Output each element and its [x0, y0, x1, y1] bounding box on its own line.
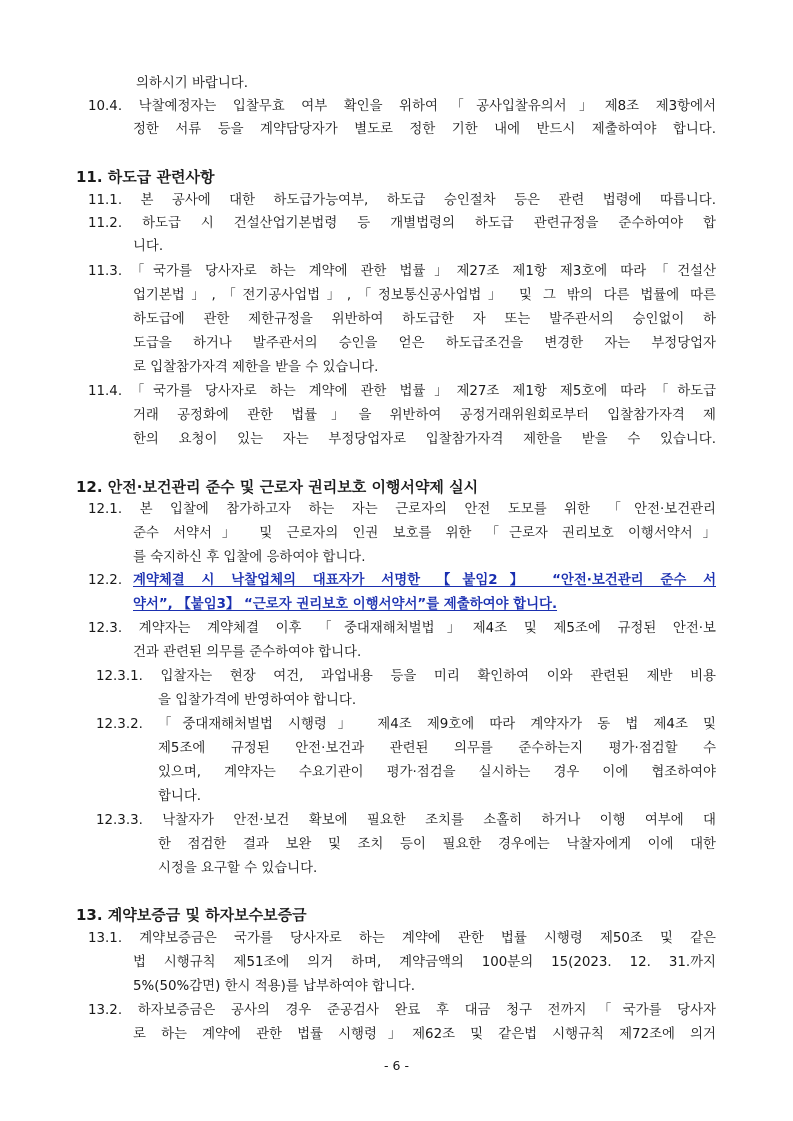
section-heading-13: 13. 계약보증금 및 하자보수보증금 — [76, 906, 307, 924]
text-line: 니다. — [133, 239, 164, 254]
text-line: 준수 서약서」 및 근로자의 인권 보호를 위한 「근로자 권리보호 이행서약서」 — [133, 526, 716, 541]
text-line: 한의 요청이 있는 자는 부정당업자로 입찰참가자격 제한을 받을 수 있습니다. — [133, 432, 716, 447]
text-line: 제5조에 규정된 안전·보건과 관련된 의무를 준수하는지 평가·점검할 수 — [158, 741, 716, 756]
text-line: 11.1. 본 공사에 대한 하도급가능여부, 하도급 승인절차 등은 관련 법령에 따릅니다. — [88, 193, 716, 208]
section-heading-11: 11. 하도급 관련사항 — [76, 168, 215, 186]
text-line: 한 점검한 결과 보완 및 조치 등이 필요한 경우에는 낙찰자에게 이에 대한 — [158, 837, 716, 852]
text-line: 5%(50%감면) 한시 적용)를 납부하여야 합니다. — [133, 979, 415, 994]
text-line: 10.4. 낙찰예정자는 입찰무효 여부 확인을 위하여「공사입찰유의서」제8조 제3항에서 — [88, 99, 716, 114]
text-line: 12.3.1. 입찰자는 현장 여건, 과업내용 등을 미리 확인하여 이와 관련된 제반 비용 — [96, 669, 716, 684]
highlighted-text-line: 계약체결 시 낙찰업체의 대표자가 서명한 【붙임2】 “안전·보건관리 준수 서 — [133, 573, 716, 588]
page-number: - 6 - — [384, 1058, 409, 1073]
text-line: 11.3.「국가를 당사자로 하는 계약에 관한 법률」제27조 제1항 제3호에 따라「건설산 — [88, 264, 716, 279]
text-line: 정한 서류 등을 계약담당자가 별도로 정한 기한 내에 반드시 제출하여야 합니다. — [133, 122, 716, 137]
text-line: 하도급에 관한 제한규정을 위반하여 하도급한 자 또는 발주관서의 승인없이 하 — [133, 312, 716, 327]
text-line: 법 시행규칙 제51조에 의거 하며, 계약금액의 100분의 15(2023. 12. 31.까지 — [133, 955, 716, 970]
text-line: 를 숙지하신 후 입찰에 응하여야 합니다. — [133, 550, 366, 565]
text-line: 12.1. 본 입찰에 참가하고자 하는 자는 근로자의 안전 도모를 위한 「안전·보건관리 — [88, 502, 716, 517]
text-line: 11.4.「국가를 당사자로 하는 계약에 관한 법률」제27조 제1항 제5호에 따라「하도급 — [88, 384, 716, 399]
text-line: 로 하는 계약에 관한 법률 시행령」제62조 및 같은법 시행규칙 제72조에 의거 — [133, 1027, 716, 1042]
text-line: 을 입찰가격에 반영하여야 합니다. — [158, 693, 357, 708]
text-line: 11.2. 하도급 시 건설산업기본법령 등 개별법령의 하도급 관련규정을 준수하여야 합 — [88, 216, 716, 231]
text-line: 있으며, 계약자는 수요기관이 평가·점검을 실시하는 경우 이에 협조하여야 — [158, 765, 716, 780]
text-line: 12.3. 계약자는 계약체결 이후 「중대재해처벌법」제4조 및 제5조에 규정된 안전·보 — [88, 621, 716, 636]
text-line: 시정을 요구할 수 있습니다. — [158, 861, 318, 876]
section-heading-12: 12. 안전·보건관리 준수 및 근로자 권리보호 이행서약제 실시 — [76, 478, 479, 496]
text-line: 업기본법」,「전기공사업법」,「정보통신공사업법」 및 그 밖의 다른 법률에 따른 — [133, 288, 716, 303]
item-number: 12.2. — [88, 573, 123, 588]
text-line: 합니다. — [158, 789, 202, 804]
text-line: 거래 공정화에 관한 법률」을 위반하여 공정거래위원회로부터 입찰참가자격 제 — [133, 408, 716, 423]
text-line: 로 입찰참가자격 제한을 받을 수 있습니다. — [133, 360, 379, 375]
text-line: 12.3.3. 낙찰자가 안전·보건 확보에 필요한 조치를 소홀히 하거나 이행 여부에 대 — [96, 813, 716, 828]
text-line: 13.2. 하자보증금은 공사의 경우 준공검사 완료 후 대금 청구 전까지「국가를 당사자 — [88, 1003, 716, 1018]
text-line: 12.3.2. 「중대재해처벌법 시행령」 제4조 제9호에 따라 계약자가 동 법 제4조 및 — [96, 717, 716, 732]
text-line: 건과 관련된 의무를 준수하여야 합니다. — [133, 645, 362, 660]
text-line: 13.1. 계약보증금은 국가를 당사자로 하는 계약에 관한 법률 시행령 제50조 및 같은 — [88, 931, 716, 946]
text-line: 도급을 하거나 발주관서의 승인을 얻은 하도급조건을 변경한 자는 부정당업자 — [133, 336, 716, 351]
highlighted-text-line: 약서”, 【붙임3】 “근로자 권리보호 이행서약서”를 제출하여야 합니다. — [133, 597, 558, 612]
text-line: 의하시기 바랍니다. — [136, 76, 248, 91]
